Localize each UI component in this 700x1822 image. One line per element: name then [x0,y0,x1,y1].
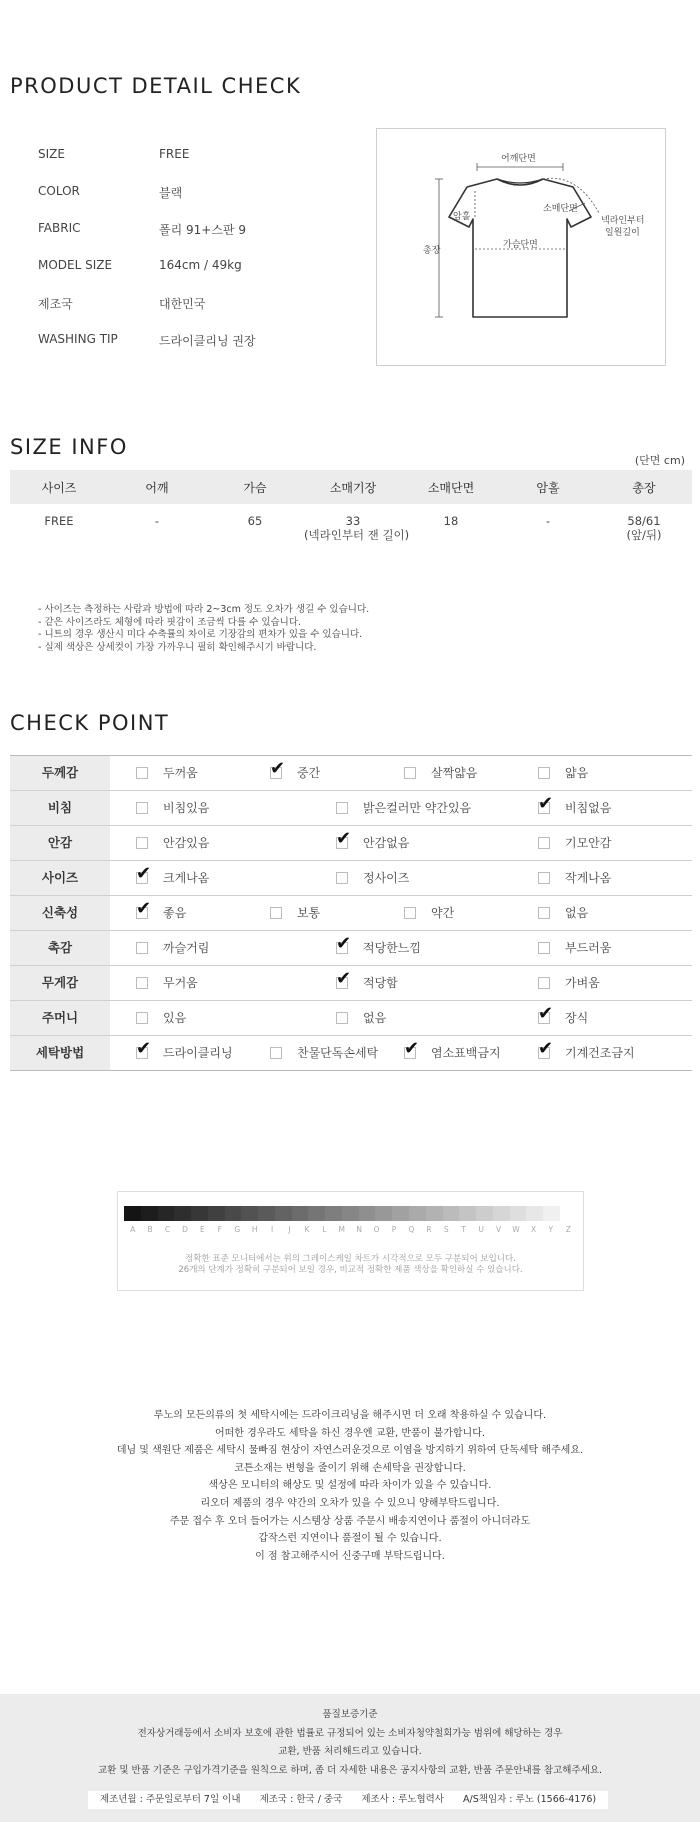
check-option-label: 크게나옴 [163,871,210,885]
grayscale-note-1: 정확한 표준 모니터에서는 위의 그레이스케일 차트가 시각적으로 모두 구분되어 보입니다. [185,1254,516,1264]
grayscale-swatch [141,1206,158,1221]
checkmark-icon: ✔ [404,1038,420,1059]
spec-value: 드라이클리닝 권장 [159,334,256,348]
spec-label: COLOR [38,184,80,198]
manufacture-info [88,1791,608,1809]
grayscale-swatch [392,1206,409,1221]
grayscale-letter: E [200,1225,205,1234]
size-note: - 니트의 경우 생산시 미다 수축률의 차이로 기장감의 편차가 있을 수 있습니다. [38,629,363,641]
checkbox-icon [270,1047,282,1059]
check-option-label: 보통 [297,906,321,920]
check-option-label: 안감없음 [363,836,410,850]
check-option-label: 작게나옴 [565,871,612,885]
check-option-label: 적당함 [363,976,398,990]
grayscale-swatch [124,1206,141,1221]
grayscale-swatch [241,1206,258,1221]
spec-label: WASHING TIP [38,332,118,346]
grayscale-swatch [292,1206,309,1221]
check-option-label: 약간 [431,906,455,920]
manufacture-date: 제조년월 : 주문일로부터 7일 이내 [99,1794,241,1805]
header-armhole: 암홀 [500,470,596,504]
size-info-title: SIZE INFO [10,435,128,459]
check-option-label: 있음 [163,1011,187,1025]
diagram-label-length: 총장 [423,246,441,256]
check-row-label: 촉감 [10,931,110,965]
grayscale-letter: F [217,1225,222,1234]
grayscale-swatch [325,1206,342,1221]
check-row [10,1001,692,1036]
check-option-label: 장식 [565,1011,589,1025]
notice-line: 리오더 제품의 경우 약간의 오차가 있을 수 있으니 양해부탁드립니다. [200,1497,500,1509]
size-table-header [10,470,692,504]
checkbox-icon [404,907,416,919]
checkbox-icon [336,1012,348,1024]
grayscale-letter: D [182,1225,188,1234]
check-row [10,826,692,861]
check-option-label: 정사이즈 [363,871,410,885]
footer-line: 품질보증기준 [322,1709,378,1720]
grayscale-swatch [191,1206,208,1221]
check-row-label: 무게감 [10,966,110,1000]
check-row [10,756,692,791]
grayscale-swatch [409,1206,426,1221]
checkbox-icon [538,872,550,884]
grayscale-note-2: 26개의 단계가 정확히 구분되어 보일 경우, 비교적 정확한 제품 색상을 확인하실 수 있습니다. [178,1265,523,1275]
grayscale-letter: L [322,1225,327,1234]
check-option-label: 기계건조금지 [565,1046,635,1060]
grayscale-letter: I [270,1225,274,1234]
checkmark-icon: ✔ [136,863,152,884]
check-row [10,896,692,931]
spec-value: FREE [159,147,190,161]
check-option-label: 안감있음 [163,836,210,850]
checkbox-icon [270,907,282,919]
check-row [10,1036,692,1071]
diagram-label-neckline-1: 넥라인부터 [601,216,645,226]
check-option-label: 없음 [565,906,589,920]
checkbox-icon [404,767,416,779]
checkbox-icon [538,767,550,779]
check-row-label: 신축성 [10,896,110,930]
grayscale-letter: U [478,1225,484,1234]
check-option-label: 적당한느낌 [363,941,421,955]
grayscale-swatch [476,1206,493,1221]
check-option-label: 밝은컬러만 약간있음 [363,801,472,815]
grayscale-letter: N [356,1225,362,1234]
check-option-label: 좋음 [163,906,187,920]
check-option-label: 무거움 [163,976,198,990]
sleeve-length-note: (넥라인부터 잰 길이) [304,528,410,542]
grayscale-letter: J [288,1225,291,1234]
total-length-value: 58/61 [627,514,661,528]
check-option-label: 중간 [297,766,321,780]
checkmark-icon: ✔ [538,1003,554,1024]
checkbox-icon [538,837,550,849]
spec-label: 제조국 [38,297,73,311]
check-point-table [10,755,692,1071]
grayscale-swatch [526,1206,543,1221]
grayscale-letter: K [304,1225,310,1234]
check-option-label: 부드러움 [565,941,612,955]
cell-size: FREE [44,514,74,528]
check-option-label: 드라이클리닝 [163,1046,233,1060]
grayscale-swatch [459,1206,476,1221]
grayscale-letter: X [530,1225,536,1234]
checkbox-icon [538,977,550,989]
grayscale-letters [124,1225,577,1234]
grayscale-swatch [543,1206,560,1221]
grayscale-swatch [275,1206,292,1221]
check-option-label: 없음 [363,1011,387,1025]
check-row-label: 사이즈 [10,861,110,895]
diagram-label-sleeve-width: 소매단면 [543,204,578,214]
spec-label: MODEL SIZE [38,258,113,272]
grayscale-swatch [426,1206,443,1221]
diagram-label-shoulder: 어깨단면 [501,154,536,164]
cell-shoulder: - [154,514,160,528]
product-detail-title: PRODUCT DETAIL CHECK [10,74,302,98]
size-table [10,470,692,564]
check-row-label: 주머니 [10,1001,110,1035]
checkmark-icon: ✔ [336,933,352,954]
grayscale-swatch [493,1206,510,1221]
grayscale-letter: O [373,1225,380,1234]
grayscale-chart [117,1191,584,1291]
grayscale-ramp [124,1206,560,1221]
checkmark-icon: ✔ [270,758,286,779]
header-sleeve-width: 소매단면 [402,470,500,504]
header-size: 사이즈 [10,470,108,504]
checkbox-icon [136,942,148,954]
grayscale-swatch [308,1206,325,1221]
notice-line: 이 점 참고해주시어 신중구매 부탁드립니다. [255,1550,445,1562]
diagram-label-chest: 가슴단면 [503,240,538,250]
size-notes [38,604,369,654]
grayscale-letter: S [443,1225,449,1234]
check-row-label: 비침 [10,791,110,825]
footer-line: 교환, 반품 처리해드리고 있습니다. [278,1746,422,1758]
checkbox-icon [136,837,148,849]
grayscale-letter: Y [548,1225,554,1234]
check-option-label: 살짝얇음 [431,766,478,780]
cell-chest: 65 [247,514,263,528]
size-note: - 실제 색상은 상세컷이 가장 가까우니 필히 확인해주시기 바랍니다. [38,641,317,653]
check-option-label: 얇음 [565,766,589,780]
grayscale-swatch [225,1206,242,1221]
spec-value: 폴리 91+스판 9 [159,223,246,237]
notice-line: 데님 및 색원단 제품은 세탁시 물빠짐 현상이 자연스러운것으로 이염을 방지하기 위하여 단독세탁 해주세요. [116,1445,584,1457]
grayscale-letter: R [426,1225,432,1234]
grayscale-letter: P [391,1225,397,1234]
grayscale-letter: Z [565,1225,571,1234]
grayscale-swatch [342,1206,359,1221]
check-point-title: CHECK POINT [10,711,170,735]
spec-label: FABRIC [38,221,81,235]
notice-line: 어떠한 경우라도 세탁을 하신 경우엔 교환, 반품이 불가합니다. [214,1427,486,1439]
checkmark-icon: ✔ [538,793,554,814]
care-notice [0,1407,700,1565]
checkmark-icon: ✔ [336,968,352,989]
quality-footer [0,1694,700,1822]
header-sleeve-length: 소매기장 [304,470,402,504]
grayscale-letter: V [496,1225,502,1234]
size-unit: (단면 cm) [634,454,685,467]
check-row-label: 세탁방법 [10,1036,110,1070]
checkbox-icon [136,802,148,814]
diagram-label-armhole: 암홀 [453,212,471,222]
check-option-label: 두꺼움 [163,766,198,780]
check-row [10,966,692,1001]
checkbox-icon [336,802,348,814]
grayscale-swatch [158,1206,175,1221]
cell-total-length [596,504,692,564]
notice-line: 주문 접수 후 오더 들어가는 시스템상 상품 주문시 배송지연이나 품절이 아니더라도 [169,1515,531,1527]
check-option-label: 기모안감 [565,836,612,850]
header-total-length: 총장 [596,470,692,504]
spec-value: 164cm / 49kg [159,258,242,272]
tshirt-size-diagram [376,128,666,366]
checkmark-icon: ✔ [538,1038,554,1059]
check-row [10,861,692,896]
header-chest: 가슴 [206,470,304,504]
grayscale-letter: Q [408,1225,415,1234]
grayscale-letter: H [251,1225,258,1234]
checkbox-icon [136,977,148,989]
check-row [10,931,692,966]
quality-standard [0,1706,700,1780]
check-option-label: 가벼움 [565,976,600,990]
grayscale-letter: W [512,1225,520,1234]
cell-sleeve-width: 18 [443,514,459,528]
size-note: - 같은 사이즈라도 체형에 따라 핏감이 조금씩 다를 수 있습니다. [38,616,302,628]
checkmark-icon: ✔ [136,898,152,919]
spec-value: 대한민국 [159,297,206,311]
manufacture-country: 제조국 : 한국 / 중국 [259,1794,343,1805]
spec-label: SIZE [38,147,65,161]
grayscale-swatch [359,1206,376,1221]
table-row [10,504,692,564]
grayscale-letter: T [461,1225,467,1234]
footer-line: 교환 및 반품 기준은 구입가격기준을 원칙으로 하며, 좀 더 자세한 내용은 공지사항의 교환, 반품 주문안내를 참고해주세요. [97,1764,603,1776]
grayscale-letter: C [164,1225,171,1234]
check-row-label: 두께감 [10,756,110,790]
checkbox-icon [336,872,348,884]
check-row-label: 안감 [10,826,110,860]
notice-line: 루노의 모든의류의 첫 세탁시에는 드라이크리닝을 해주시면 더 오래 착용하실 수 있습니다. [153,1410,547,1421]
grayscale-swatch [174,1206,191,1221]
checkbox-icon [136,767,148,779]
footer-line: 전자상거래등에서 소비자 보호에 관한 법률로 규정되어 있는 소비자청약철회가능 범위에 해당하는 경우 [137,1727,563,1739]
check-option-label: 찬물단독손세탁 [297,1046,379,1060]
cell-armhole: - [545,514,551,528]
check-option-label: 까슬거림 [163,941,210,955]
grayscale-letter: B [147,1225,153,1234]
size-note: - 사이즈는 측정하는 사람과 방법에 따라 2~3cm 정도 오차가 생길 수 있습니다. [38,604,370,615]
grayscale-swatch [375,1206,392,1221]
checkbox-icon [136,1012,148,1024]
grayscale-letter: G [234,1225,241,1234]
grayscale-swatch [510,1206,527,1221]
notice-line: 갑작스런 지연이나 품절이 될 수 있습니다. [258,1533,442,1545]
checkmark-icon: ✔ [336,828,352,849]
diagram-label-neckline-2: 일원길이 [605,228,640,238]
as-contact: A/S책임자 : 루노 (1566-4176) [463,1794,597,1805]
total-length-note: (앞/뒤) [626,528,662,542]
grayscale-letter: M [338,1225,346,1234]
checkbox-icon [538,942,550,954]
grayscale-swatch [208,1206,225,1221]
manufacturer: 제조사 : 루노협력사 [361,1794,444,1805]
header-shoulder: 어깨 [108,470,206,504]
cell-sleeve-length [304,504,410,564]
sleeve-length-value: 33 [345,514,361,528]
check-option-label: 비침없음 [565,801,612,815]
checkbox-icon [538,907,550,919]
spec-value: 블랙 [159,186,183,200]
check-row [10,791,692,826]
check-option-label: 염소표백금지 [431,1046,501,1060]
check-option-label: 비침있음 [163,801,210,815]
grayscale-letter: A [130,1225,136,1234]
notice-line: 코튼소재는 변형을 줄이기 위해 손세탁을 권장합니다. [234,1462,466,1474]
notice-line: 색상은 모니터의 해상도 및 설정에 따라 차이가 있을 수 있습니다. [208,1480,492,1492]
grayscale-swatch [443,1206,460,1221]
grayscale-swatch [258,1206,275,1221]
checkmark-icon: ✔ [136,1038,152,1059]
